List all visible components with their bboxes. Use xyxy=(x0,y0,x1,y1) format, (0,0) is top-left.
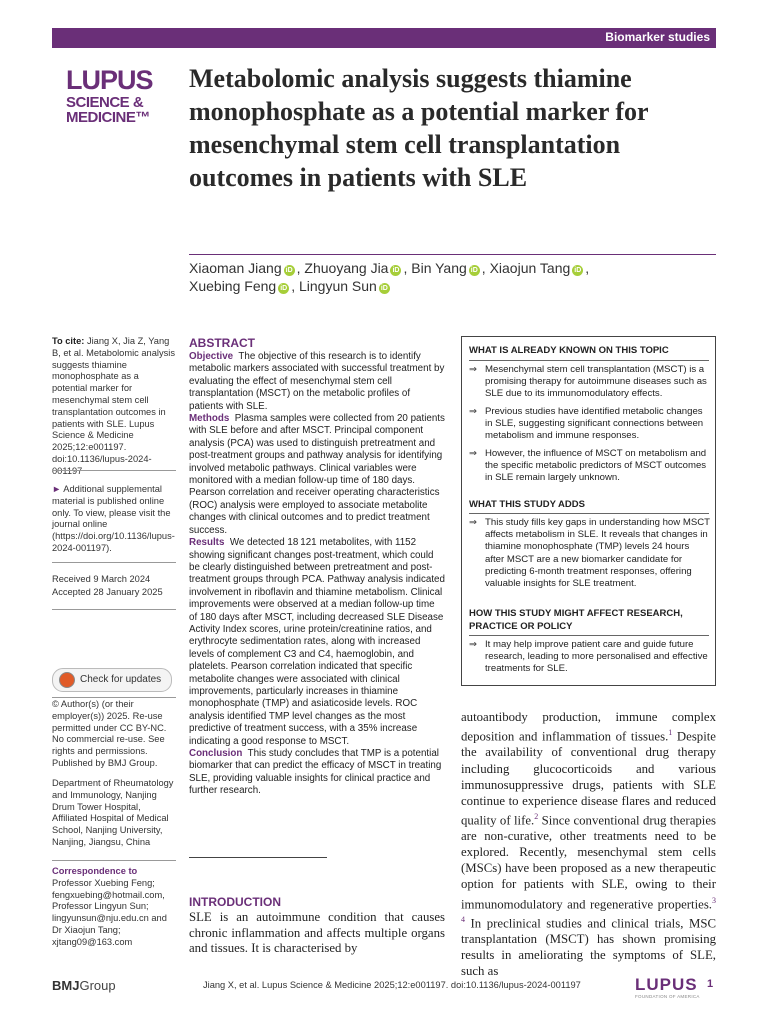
methods-label: Methods xyxy=(189,413,230,425)
section-label: Biomarker studies xyxy=(605,30,710,44)
author[interactable]: Xuebing Feng xyxy=(189,278,277,294)
adds-item-text: This study fills key gaps in understanding how MSCT affects metabolism in SLE. It reveals that changes in thiamine monophosphate (TMP) levels 24 hours after MSCT are a new biomarker candidate for predicting 6-month treatment responses, offering valuable insights for SLE treatment. xyxy=(485,517,710,590)
logo-line-2: SCIENCE & xyxy=(66,94,144,111)
author[interactable]: Xiaoman Jiang xyxy=(189,260,282,276)
body-text: autoantibody production, immune complex deposition and inflammation of tissues. xyxy=(461,710,716,744)
orcid-icon[interactable]: iD xyxy=(285,267,293,274)
body-text: In preclinical studies and clinical trials, MSC transplantation (MSCT) has shown promising results in ameliorating the symptoms of SLE, such as xyxy=(461,916,716,979)
introduction-text: SLE is an autoimmune condition that causes chronic inflammation and affects multiple organs and tissues. It is characterised by xyxy=(189,910,445,956)
cite-label: To cite: xyxy=(52,336,85,346)
brand-subtitle: FOUNDATION OF AMERICA xyxy=(635,994,700,999)
supplemental-note xyxy=(52,484,176,555)
check-updates-button[interactable] xyxy=(52,668,172,692)
methods-text: Plasma samples were collected from 20 patients with SLE before and after MSCT. Principal component analysis (PCA) was used to distinguish pretreatment and post-treatment groups and pathway analysis for identifying involved metabolic pathways. Clinical variables were monitored with a median follow-up time of 180 days. Pearson correlation and receiver operating characteristics (ROC) analysis were employed to associate metabolite changes with clinical outcomes and to predict treatment success. xyxy=(189,413,445,536)
known-item-text: Previous studies have identified metabolic changes in SLE, suggesting significant connections between metabolism and immune responses. xyxy=(485,406,704,442)
affiliation: Department of Rheumatology and Immunology, Nanjing Drum Tower Hospital, Affiliated Hospital of Medical School, Nanjing University, Nanjing, Jiangsu, China xyxy=(52,778,174,847)
sidebar-divider xyxy=(52,470,176,471)
introduction-heading: INTRODUCTION xyxy=(189,895,281,909)
body-text: Since conventional drug therapies are non-curative, other treatments need to be explored. Recently, mesenchymal stem cells (MSCs) have been proposed as a new therapeutic option for patients with SLE, owing to their immunomodulatory and regenerative properties. xyxy=(461,813,716,911)
sidebar-divider xyxy=(52,697,176,698)
logo-line-1: LUPUS xyxy=(66,65,153,95)
author[interactable]: Xiaojun Tang xyxy=(489,260,571,276)
section-band xyxy=(52,28,716,48)
publisher-name: BMJ xyxy=(52,978,80,993)
key-messages-box xyxy=(461,336,716,686)
correspondence-label: Correspondence to xyxy=(52,866,138,876)
box-divider xyxy=(469,635,709,636)
orcid-icon[interactable]: iD xyxy=(392,267,400,274)
objective-text: The objective of this research is to identify metabolic markers associated with successful treatment by evaluating the effect of mesenchymal stem cell transplantation (MSCT) on the metabolic profiles of patients with SLE. xyxy=(189,351,445,412)
policy-item-text: It may help improve patient care and guide future research, leading to more personalised and effective treatments for SLE. xyxy=(485,639,708,675)
arrow-bullet-icon: ⇒ xyxy=(469,406,478,417)
known-item xyxy=(469,406,711,443)
body-text: Despite the availability of conventional drug therapy including glucocorticoids and various immunosuppressive drugs, patients with SLE continue to experience disease flares and reduced quality of life. xyxy=(461,729,716,828)
received-date: Received 9 March 2024 xyxy=(52,574,151,584)
sidebar-divider xyxy=(52,562,176,563)
abstract-divider xyxy=(189,857,327,858)
journal-logo xyxy=(66,67,160,125)
adds-heading: WHAT THIS STUDY ADDS xyxy=(469,499,585,510)
title-divider xyxy=(189,254,716,255)
author[interactable]: Bin Yang xyxy=(411,260,467,276)
sidebar-divider xyxy=(52,860,176,861)
box-divider xyxy=(469,513,709,514)
policy-heading: HOW THIS STUDY MIGHT AFFECT RESEARCH, PRACTICE OR POLICY xyxy=(469,608,683,632)
reference-link[interactable]: 2 xyxy=(534,811,539,821)
reference-link[interactable]: 1 xyxy=(668,728,673,738)
orcid-icon[interactable]: iD xyxy=(574,267,582,274)
results-label: Results xyxy=(189,537,225,549)
brand-logo: LUPUS xyxy=(635,975,698,994)
known-heading: WHAT IS ALREADY KNOWN ON THIS TOPIC xyxy=(469,345,669,356)
correspondence-block xyxy=(52,866,176,949)
copyright: © Author(s) (or their employer(s)) 2025. Re-use permitted under CC BY-NC. No commercial re-use. See rights and permissions. Published by BMJ Group. xyxy=(52,699,167,768)
known-item-text: Mesenchymal stem cell transplantation (MSCT) is a promising therapy for autoimmune diseases such as SLE due to its immunomodulatory effects. xyxy=(485,364,707,400)
arrow-bullet-icon: ⇒ xyxy=(469,639,478,650)
abstract-heading: ABSTRACT xyxy=(189,336,255,350)
cite-text: Jiang X, Jia Z, Yang B, et al. Metabolomic analysis suggests thiamine monophosphate as a potential marker for mesenchymal stem cell transplantation outcomes in patients with SLE. Lupus Science & Medicine 2025;12:e001197. doi:10.1136/lupus-2024- xyxy=(52,336,175,464)
results-text: We detected 18 121 metabolites, with 1152 showing significant changes post-treatment, which could be clearly distinguished between pretreatment and post-treatment groups through PCA. Pathway analysis indicated involvement in riboflavin and thiamine metabolism. Clinical improvements were observed at a median follow-up time of 180 days after MSCT, including decreased SLE Disease Activity Index scores, urine protein/creatinine ratios, and erythrocyte sedimentation rates, along with increased levels of complement C3 and C4, haemoglobin, and platelets. Pearson correlation indicated that specific metabolite changes were associated with clinical improvements, particularly increases in thiamine monophosphate (TMP) and asiaticoside levels. ROC analysis identified TMP level changes as the most predictive of treatment success, with a 35% increase indicating a good response to MSCT. xyxy=(189,537,445,747)
abstract-body xyxy=(189,351,445,798)
arrow-bullet-icon: ⇒ xyxy=(469,364,478,375)
orcid-icon[interactable]: iD xyxy=(470,267,478,274)
publisher-suffix: Group xyxy=(79,978,116,993)
arrow-bullet-icon: ► xyxy=(52,484,62,494)
author-list: Xiaoman Jiang iD , Zhuoyang Jia iD , Bin Yang iD , Xiaojun Tang iD , Xuebing Feng iD , Lingyun Sun iD xyxy=(189,260,590,294)
adds-item xyxy=(469,517,711,590)
orcid-icon[interactable]: iD xyxy=(380,285,388,292)
author[interactable]: Zhuoyang Jia xyxy=(304,260,389,276)
article-title: Metabolomic analysis suggests thiamine monophosphate as a potential marker for mesenchymal stem cell transplantation outcomes in patients with SLE xyxy=(189,64,649,192)
box-divider xyxy=(469,360,709,361)
body-text-right xyxy=(461,709,716,980)
author[interactable]: Lingyun Sun xyxy=(298,278,377,294)
page-number: 1 xyxy=(707,978,714,990)
conclusion-text: This study concludes that TMP is a potential biomarker that can predict the efficacy of MSCT in treating SLE, providing valuable insights for clinical practice and further research. xyxy=(189,748,442,797)
accepted-date: Accepted 28 January 2025 xyxy=(52,587,163,597)
logo-line-3: MEDICINE™ xyxy=(66,109,150,126)
cite-block xyxy=(52,336,176,478)
arrow-bullet-icon: ⇒ xyxy=(469,517,478,528)
publisher-logo xyxy=(52,978,116,993)
orcid-icon[interactable]: iD xyxy=(280,285,288,292)
correspondence-text: Professor Xuebing Feng; fengxuebing@hotmail.com, Professor Lingyun Sun; lingyunsun@nju.edu.cn and Dr Xiaojun Tang; xjtang09@163.com xyxy=(52,877,167,947)
known-item xyxy=(469,448,711,485)
footer-citation: Jiang X, et al. Lupus Science & Medicine 2025;12:e001197. doi:10.1136/lupus-2024-001197 xyxy=(203,980,581,990)
arrow-bullet-icon: ⇒ xyxy=(469,448,478,459)
sidebar-divider xyxy=(52,609,176,610)
known-item-text: However, the influence of MSCT on metabolism and the specific metabolic predictors of MSCT outcomes in SLE remain largely unknown. xyxy=(485,448,707,484)
supplemental-text[interactable]: Additional supplemental material is published online only. To view, please visit the journal online (https://doi.org/10.1136/lupus-2024-001197). xyxy=(52,484,175,553)
objective-label: Objective xyxy=(189,351,234,362)
policy-item xyxy=(469,639,711,676)
check-updates-icon xyxy=(59,672,75,688)
check-updates-label: Check for updates xyxy=(80,674,162,685)
reference-link[interactable]: 3 4 xyxy=(461,895,716,924)
known-item xyxy=(469,364,711,401)
conclusion-label: Conclusion xyxy=(189,748,243,759)
